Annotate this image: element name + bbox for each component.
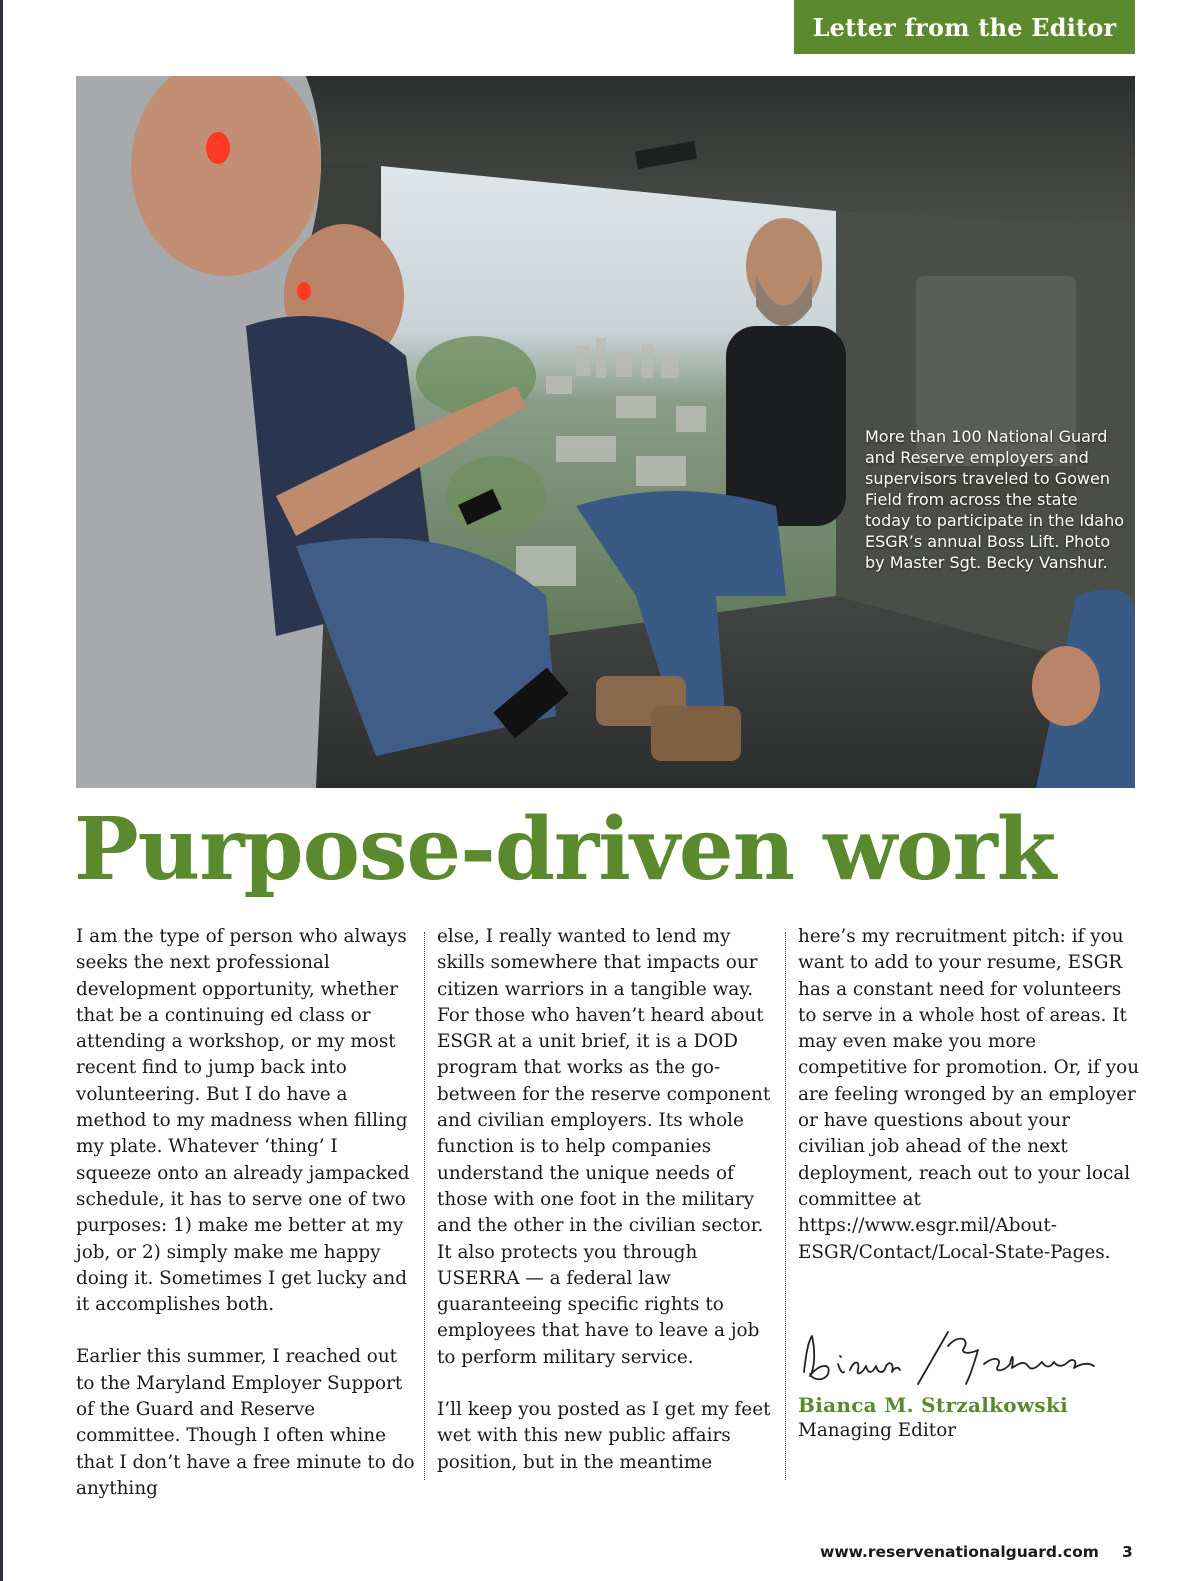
section-tab: Letter from the Editor bbox=[794, 0, 1135, 54]
article-column-2 bbox=[437, 924, 779, 1476]
article-paragraph: here’s my recruitment pitch: if you want to add to your resume, ESGR has a constant need for volunteers to serve in a whole host of areas. It may even make you more competitive for promotion. Or, if you are feeling wronged by an employer or have questions about your civilian job ahead of the next deployment, reach out to your local committee at https://www.esgr.mil/About-ESGR/Contact/Local-State-Pages. bbox=[798, 926, 1140, 1263]
article-column-1 bbox=[76, 924, 418, 1502]
page-edge-rule bbox=[0, 0, 3, 1581]
photo-caption: More than 100 National Guard and Reserve employers and supervisors traveled to Gowen Field from across the state today to participate in the Idaho ESGR’s annual Boss Lift. Photo by Master Sgt. Becky Vanshur. bbox=[865, 427, 1125, 572]
article-column-3 bbox=[798, 924, 1140, 1266]
handwritten-signature bbox=[798, 1324, 1108, 1396]
article-paragraph: else, I really wanted to lend my skills somewhere that impacts our citizen warriors in a tangible way. For those who haven’t heard about ESGR at a unit brief, it is a DOD program that works as the go-between for the reserve component and civilian employers. Its whole function is to help companies understand the unique needs of those with one foot in the military and the other in the civilian sector. It also protects you through USERRA — a federal law guaranteeing specific rights to employees that have to leave a job to perform military service. bbox=[437, 926, 771, 1368]
footer-url[interactable]: www.reservenationalguard.com bbox=[820, 1543, 1099, 1561]
page-number: 3 bbox=[1122, 1543, 1133, 1561]
column-divider bbox=[785, 932, 786, 1480]
column-divider bbox=[424, 932, 425, 1480]
article-headline: Purpose-driven work bbox=[74, 799, 1056, 900]
feature-photo bbox=[76, 76, 1135, 788]
article-paragraph: Earlier this summer, I reached out to the Maryland Employer Support of the Guard and Reserve committee. Though I often whine that I don’t have a free minute to do anything bbox=[76, 1346, 415, 1499]
author-name: Bianca M. Strzalkowski bbox=[798, 1393, 1069, 1417]
author-title: Managing Editor bbox=[798, 1420, 957, 1441]
article-paragraph: I’ll keep you posted as I get my feet wet with this new public affairs position, but in the meantime bbox=[437, 1399, 771, 1473]
article-paragraph: I am the type of person who always seeks the next professional development opportunity, whether that be a continuing ed class or attending a workshop, or my most recent find to jump back into volunteering. But I do have a method to my madness when filling my plate. Whatever ‘thing’ I squeeze onto an already jampacked schedule, it has to serve one of two purposes: 1) make me better at my job, or 2) simply make me happy doing it. Sometimes I get lucky and it accomplishes both. bbox=[76, 926, 410, 1316]
